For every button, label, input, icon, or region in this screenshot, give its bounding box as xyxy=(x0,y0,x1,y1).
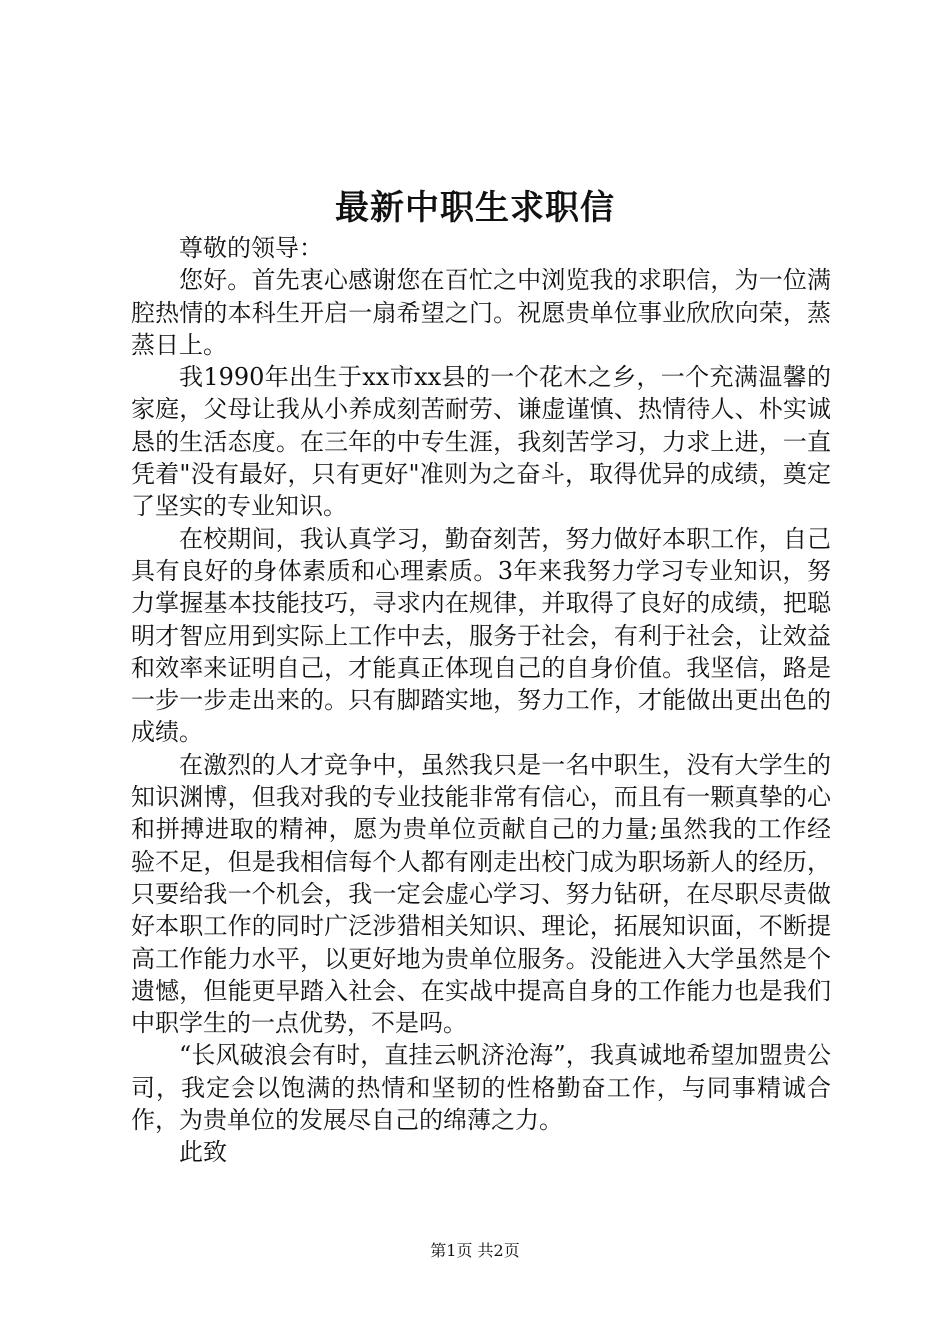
paragraph-school: 在校期间，我认真学习，勤奋刻苦，努力做好本职工作，自己具有良好的身体素质和心理素质。3年来我努力学习专业知识，努力掌握基本技能技巧，寻求内在规律，并取得了良好的成绩，把聪明才智应用到实际上工作中去，服务于社会，有利于社会，让效益和效率来证明自己，才能真正体现自己的自身价值。我坚信，路是一步一步走出来的。只有脚踏实地，努力工作，才能做出更出色的成绩。 xyxy=(131,524,831,747)
paragraph-background: 我1990年出生于xx市xx县的一个花木之乡，一个充满温馨的家庭，父母让我从小养成刻苦耐劳、谦虚谨慎、热情待人、朴实诚恳的生活态度。在三年的中专生涯，我刻苦学习，力求上进，一直凭着"没有最好，只有更好"准则为之奋斗，取得优异的成绩，奠定了坚实的专业知识。 xyxy=(131,363,831,521)
salutation: 尊敬的领导： xyxy=(179,234,323,262)
document-body xyxy=(131,232,831,1169)
document-title: 最新中职生求职信 xyxy=(335,188,615,228)
paragraph-closing: “长风破浪会有时，直挂云帆济沧海”，我真诚地希望加盟贵公司，我定会以饱满的热情和坚韧的性格勤奋工作，与同事精诚合作，为贵单位的发展尽自己的绵薄之力。 xyxy=(131,1041,831,1135)
page-footer: 第1页 共2页 xyxy=(430,1241,520,1260)
sign-off: 此致 xyxy=(179,1138,227,1167)
paragraph-greeting: 您好。首先衷心感谢您在百忙之中浏览我的求职信，为一位满腔热情的本科生开启一扇希望之门。祝愿贵单位事业欣欣向荣，蒸蒸日上。 xyxy=(131,266,831,359)
paragraph-competition: 在激烈的人才竞争中，虽然我只是一名中职生，没有大学生的知识渊博，但我对我的专业技能非常有信心，而且有一颗真挚的心和拼搏进取的精神，愿为贵单位贡献自己的力量;虽然我的工作经验不足，但是我相信每个人都有刚走出校门成为职场新人的经历，只要给我一个机会，我一定会虚心学习、努力钻研，在尽职尽责做好本职工作的同时广泛涉猎相关知识、理论，拓展知识面，不断提高工作能力水平，以更好地为贵单位服务。没能进入大学虽然是个遗憾，但能更早踏入社会、在实战中提高自身的工作能力也是我们中职学生的一点优势，不是吗。 xyxy=(131,750,831,1038)
